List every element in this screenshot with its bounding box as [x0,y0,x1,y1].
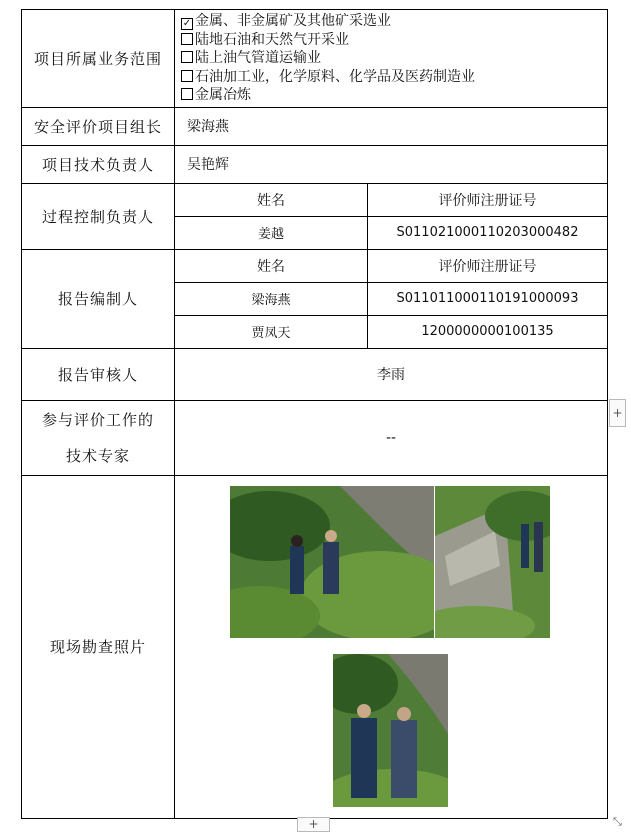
author-label: 报告编制人 [22,249,175,348]
tech-lead-value[interactable]: 吴艳辉 [175,145,608,183]
experts-label-line2: 技术专家 [65,446,130,465]
name-column-header: 姓名 [175,184,368,217]
checkbox-icon[interactable] [181,51,193,63]
tech-lead-row [22,145,608,183]
person-name[interactable]: 姜越 [175,216,368,249]
cert-column-header: 评价师注册证号 [368,250,608,283]
reviewer-row [22,348,608,400]
experts-label-line1: 参与评价工作的 [41,410,154,429]
site-photo-3[interactable] [333,654,448,807]
scope-option[interactable]: ✓ 金属、非金属矿及其他矿采选业 [182,13,391,29]
scope-option[interactable]: 陆地石油和天然气开采业 [181,31,607,50]
person-name[interactable]: 贾凤天 [175,315,368,348]
leader-row [22,107,608,145]
process-subtable-cell [175,183,608,249]
person-cert[interactable]: S011011000110191000093 [368,282,608,315]
scope-option[interactable]: 陆上油气管道运输业 [181,49,607,68]
scope-options [175,10,608,108]
leader-label: 安全评价项目组长 [22,107,175,145]
photos-row [22,475,608,818]
table-row [175,216,607,249]
checkbox-icon[interactable] [181,88,193,100]
scope-option[interactable]: 金属冶炼 [181,86,607,105]
person-cert[interactable]: S011021000110203000482 [396,225,579,240]
person-cert[interactable]: 1200000000100135 [421,324,554,339]
author-row [22,249,608,348]
photos-label: 现场勘查照片 [22,475,175,818]
tech-lead-label: 项目技术负责人 [22,145,175,183]
photos-cell [175,475,608,818]
add-row-button[interactable]: + [297,817,330,832]
checkbox-checked-icon[interactable]: ✓ [182,18,192,29]
scope-option[interactable]: 石油加工业，化学原料、化学品及医药制造业 [181,68,607,87]
person-name[interactable]: 梁海燕 [175,282,368,315]
author-subtable [175,250,607,348]
resize-handle-icon[interactable]: ⤡ [613,815,622,828]
leader-value[interactable]: 梁海燕 [175,107,608,145]
reviewer-label: 报告审核人 [22,348,175,400]
experts-row [22,400,608,475]
checkbox-icon[interactable] [181,33,193,45]
author-subtable-cell [175,249,608,348]
process-subtable [175,184,607,249]
name-column-header: 姓名 [175,250,368,283]
experts-value[interactable]: -- [175,400,608,475]
scope-label: 项目所属业务范围 [22,10,175,108]
reviewer-value[interactable]: 李雨 [175,348,608,400]
experts-label [22,400,175,475]
process-row [22,183,608,249]
site-photo-1[interactable] [230,486,434,638]
scope-row [22,10,608,108]
process-label: 过程控制负责人 [22,183,175,249]
table-row [175,282,607,315]
add-column-button[interactable]: + [609,399,626,427]
report-info-table [21,9,608,819]
site-photo-2[interactable] [435,486,550,638]
cert-column-header: 评价师注册证号 [368,184,608,217]
table-row [175,315,607,348]
checkbox-icon[interactable] [181,70,193,82]
